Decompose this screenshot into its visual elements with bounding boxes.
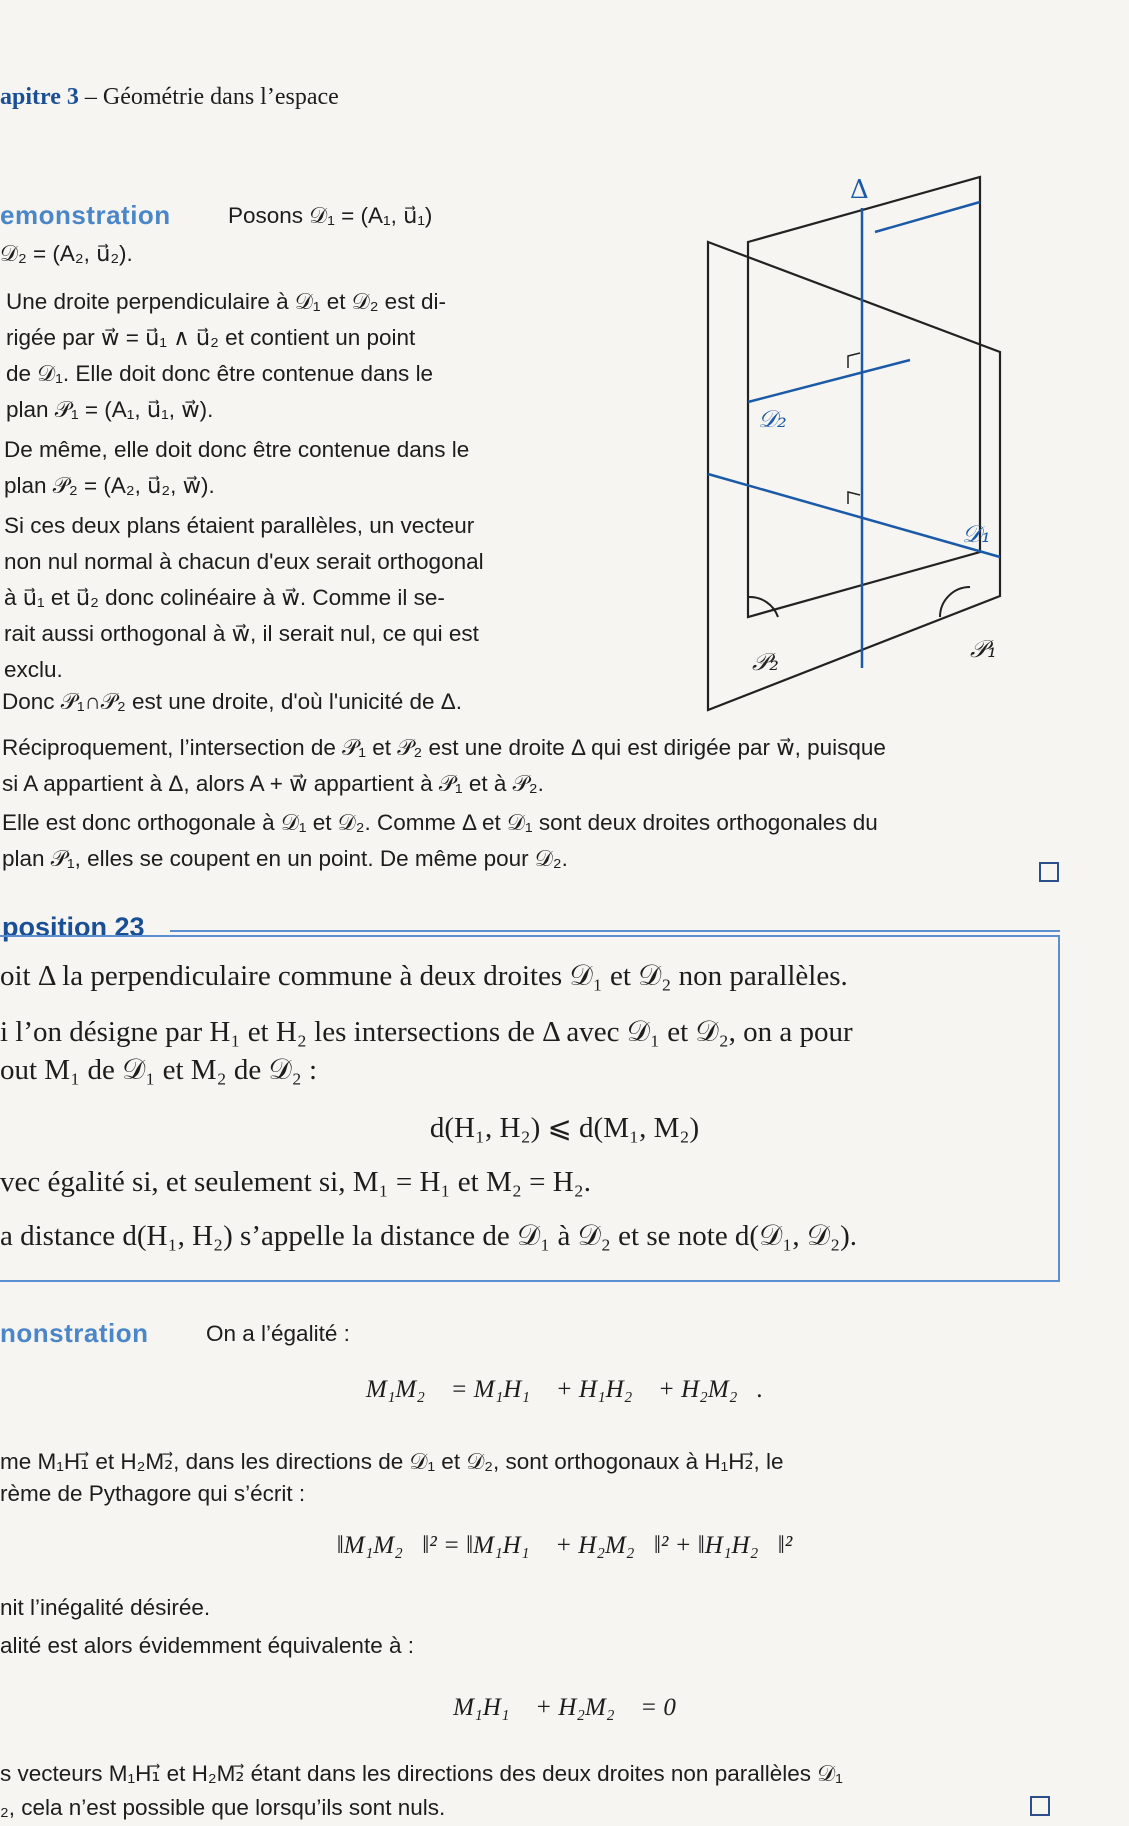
demo1-paragraph-1: Une droite perpendiculaire à 𝒟₁ et 𝒟₂ est di- rigée par w⃗ = u⃗₁ ∧ u⃗₂ et contient un point de 𝒟₁. Elle doit donc être contenue dans le plan 𝒫₁ = (A₁, u⃗₁, w⃗). <box>6 289 446 422</box>
demo2-intro: On a l’égalité : <box>206 1321 350 1346</box>
qed-square-2 <box>1030 1796 1050 1816</box>
plane-p2-outline <box>748 177 980 617</box>
demo2-line-1: me M₁H₁⃗ et H₂M₂⃗, dans les directions de 𝒟₁ et 𝒟₂, sont orthogonaux à H₁H₂⃗, le <box>0 1449 784 1474</box>
p2-corner-arc <box>748 597 778 617</box>
d2-line <box>748 360 910 402</box>
demo1-heading <box>0 200 171 231</box>
demo1-paragraph-5: Réciproquement, l’intersection de 𝒫₁ et 𝒫₂ est une droite Δ qui est dirigée par w⃗, puisque si A appartient à Δ, alors A + w⃗ appartient à 𝒫₁ et à 𝒫₂. <box>2 735 886 796</box>
plane-p1-outline <box>708 242 1000 710</box>
planes-figure <box>700 172 1030 724</box>
demo1-paragraph-4: Donc 𝒫₁∩𝒫₂ est une droite, d'où l'unicité de Δ. <box>2 689 463 714</box>
demo2-heading <box>0 1318 149 1349</box>
proposition-line-4: vec égalité si, et seulement si, M₁ = H₁ et M₂ = H₂. <box>0 1166 592 1198</box>
demo-label: nonstration <box>0 1318 149 1348</box>
demo2-line-4: alité est alors évidemment équivalente à : <box>0 1633 414 1658</box>
proposition-rule <box>170 930 1060 932</box>
demo2-line-6: ₂, cela n’est possible que lorsqu’ils sont nuls. <box>0 1795 446 1820</box>
right-angle-marker-bottom <box>848 492 860 504</box>
proposition-line-5: a distance d(H₁, H₂) s’appelle la distance de 𝒟₁ à 𝒟₂ et se note d(𝒟₁, 𝒟₂). <box>0 1220 858 1252</box>
d2-line-upper <box>875 202 980 232</box>
proposition-line-1: oit Δ la perpendiculaire commune à deux droites 𝒟₁ et 𝒟₂ non parallèles. <box>0 960 848 992</box>
d1-label: 𝒟₁ <box>962 520 991 548</box>
demo2-line-2: rème de Pythagore qui s’écrit : <box>0 1481 306 1506</box>
chapter-number: apitre 3 <box>0 84 79 110</box>
d2-label: 𝒟₂ <box>758 405 787 433</box>
demo1-paragraph-6: Elle est donc orthogonale à 𝒟₁ et 𝒟₂. Comme Δ et 𝒟₁ sont deux droites orthogonales du plan 𝒫₁, elles se coupent en un point. De même pour 𝒟₂. <box>2 810 878 871</box>
demo2-equation-1: M₁M₂⃗ = M₁H₁⃗ + H₁H₂⃗ + H₂M₂⃗. <box>365 1376 764 1403</box>
delta-label: Δ <box>850 175 869 205</box>
demo1-line1: Posons 𝒟₁ = (A₁, u⃗₁) <box>228 203 433 228</box>
proposition-line-2: i l’on désigne par H₁ et H₂ les intersections de Δ avec 𝒟₁ et 𝒟₂, on a pour <box>0 1016 853 1048</box>
proposition-formula: d(H₁, H₂) ⩽ d(M₁, M₂) <box>429 1112 700 1144</box>
chapter-subject: Géométrie dans l’espace <box>102 84 339 110</box>
demo2-equation-2: ‖M₁M₂⃗‖² = ‖M₁H₁⃗ + H₂M₂⃗‖² + ‖H₁H₂⃗‖² <box>336 1532 793 1559</box>
p1-label: 𝒫₁ <box>970 635 997 663</box>
proposition-line-3: out M₁ de 𝒟₁ et M₂ de 𝒟₂ : <box>0 1054 318 1086</box>
right-angle-marker-top <box>848 353 860 368</box>
qed-square-1 <box>1039 862 1059 882</box>
demo2-line-3: nit l’inégalité désirée. <box>0 1595 211 1620</box>
demo2-equation-3: M₁H₁⃗ + H₂M₂⃗ = 0 <box>453 1694 676 1721</box>
proposition-title: position 23 <box>2 912 145 942</box>
demo1-paragraph-2: De même, elle doit donc être contenue dans le plan 𝒫₂ = (A₂, u⃗₂, w⃗). <box>4 437 470 498</box>
chapter-header: apitre 3 – Géométrie dans l’espace <box>0 84 339 110</box>
demo2-line-5: s vecteurs M₁H₁⃗ et H₂M₂⃗ étant dans les directions des deux droites non parallèles 𝒟₁ <box>0 1761 843 1786</box>
demo1-paragraph-3: Si ces deux plans étaient parallèles, un vecteur non nul normal à chacun d'eux serait orthogonal à u⃗₁ et u⃗₂ donc colinéaire à w⃗. Comme il se- rait aussi orthogonal à w⃗, il serait nul, ce qui est exclu. <box>4 513 484 682</box>
demo1-line2: 𝒟₂ = (A₂, u⃗₂). <box>0 241 133 266</box>
demo-label: emonstration <box>0 200 171 230</box>
p2-label: 𝒫₂ <box>752 648 779 676</box>
d1-line <box>708 474 1000 557</box>
